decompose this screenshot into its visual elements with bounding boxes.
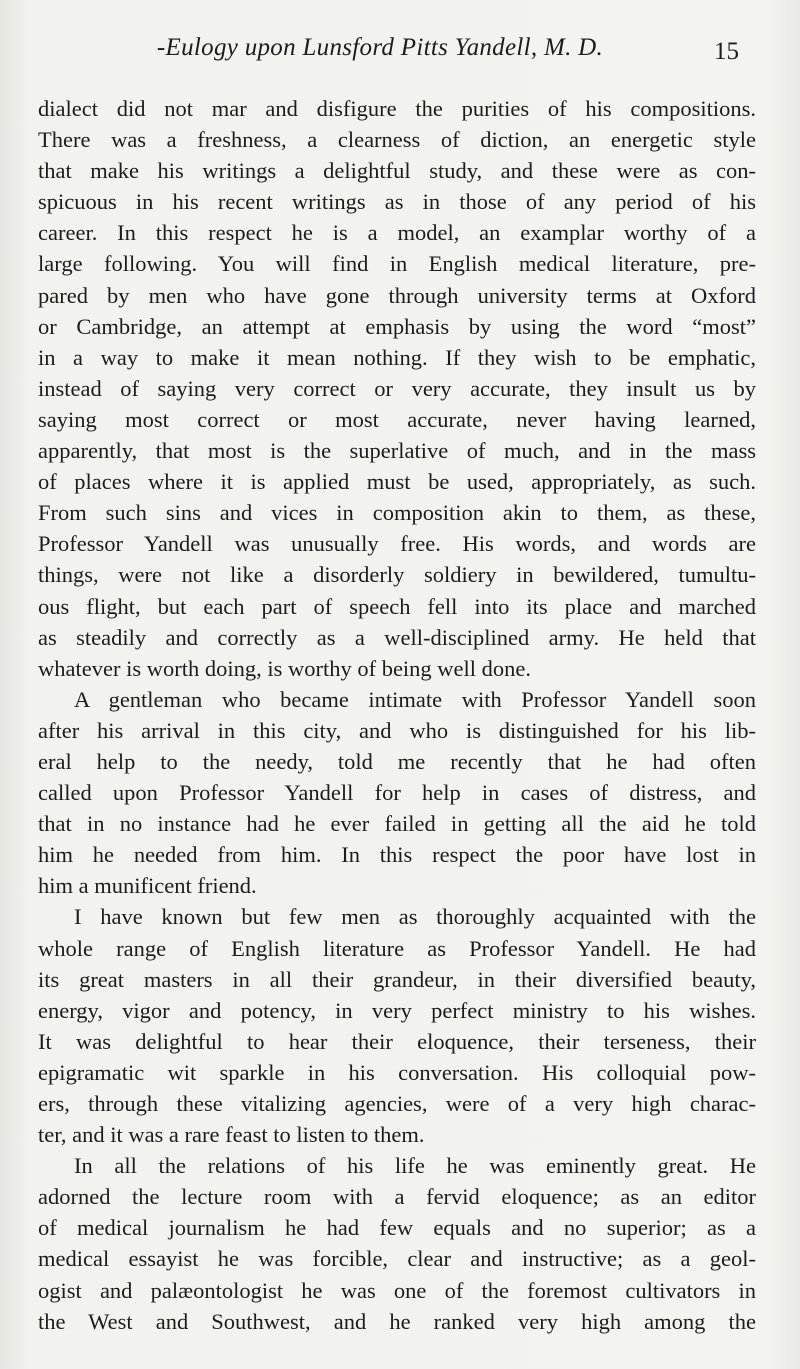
- text-line: ogist and palæontologist he was one of the foremost cultivators in: [38, 1277, 756, 1303]
- text-line: that in no instance had he ever failed in getting all the aid he told: [38, 811, 756, 837]
- text-line: after his arrival in this city, and who is distinguished for his lib-: [38, 717, 756, 743]
- running-title: -Eulogy upon Lunsford Pitts Yandell, M. D.: [156, 34, 604, 61]
- text-line: dialect did not mar and disfigure the purities of his compositions.: [38, 96, 756, 121]
- text-line: career. In this respect he is a model, an examplar worthy of a: [38, 220, 756, 246]
- text-line: in a way to make it mean nothing. If they wish to be emphatic,: [38, 344, 756, 370]
- text-line: large following. You will find in English medical literature, pre-: [38, 251, 756, 277]
- text-line: From such sins and vices in composition akin to them, as these,: [38, 500, 756, 526]
- text-line: epigramatic wit sparkle in his conversation. His colloquial pow-: [38, 1059, 756, 1085]
- text-line: eral help to the needy, told me recently that he had often: [38, 748, 756, 774]
- text-line: A gentleman who became intimate with Professor Yandell soon: [74, 686, 756, 712]
- text-line: the West and Southwest, and he ranked very high among the: [38, 1308, 756, 1334]
- text-line: There was a freshness, a clearness of diction, an energetic style: [38, 127, 756, 153]
- text-line: of places where it is applied must be used, appropriately, as such.: [38, 469, 756, 495]
- text-line: Professor Yandell was unusually free. His words, and words are: [38, 531, 756, 557]
- text-line: apparently, that most is the superlative of much, and in the mass: [38, 438, 756, 464]
- text-line: called upon Professor Yandell for help in cases of distress, and: [38, 780, 756, 806]
- text-line: medical essayist he was forcible, clear and instructive; as a geol-: [38, 1246, 756, 1272]
- text-line: him a munificent friend.: [38, 873, 257, 899]
- text-line: him he needed from him. In this respect the poor have lost in: [38, 842, 756, 868]
- text-line: whole range of English literature as Professor Yandell. He had: [38, 935, 756, 961]
- text-line: In all the relations of his life he was eminently great. He: [74, 1153, 756, 1179]
- text-line: ter, and it was a rare feast to listen to them.: [38, 1122, 425, 1148]
- body-text: [38, 93, 756, 1337]
- text-line: of medical journalism he had few equals and no superior; as a: [38, 1215, 756, 1241]
- text-line: I have known but few men as thoroughly acquainted with the: [74, 904, 756, 930]
- text-line: as steadily and correctly as a well-disciplined army. He held that: [38, 624, 756, 650]
- text-line: energy, vigor and potency, in very perfect ministry to his wishes.: [38, 997, 756, 1023]
- text-line: things, were not like a disorderly soldiery in bewildered, tumultu-: [38, 562, 756, 588]
- text-line: or Cambridge, an attempt at emphasis by using the word “most”: [38, 313, 756, 339]
- text-line: instead of saying very correct or very accurate, they insult us by: [38, 375, 756, 401]
- text-line: It was delightful to hear their eloquence, their terseness, their: [38, 1028, 756, 1054]
- text-line: adorned the lecture room with a fervid eloquence; as an editor: [38, 1184, 756, 1210]
- text-line: whatever is worth doing, is worthy of being well done.: [38, 655, 532, 681]
- text-line: saying most correct or most accurate, never having learned,: [38, 406, 756, 432]
- text-line: ous flight, but each part of speech fell into its place and marched: [38, 593, 756, 619]
- page-number: 15: [714, 38, 739, 65]
- text-line: its great masters in all their grandeur, in their diversified beauty,: [38, 966, 756, 992]
- text-line: spicuous in his recent writings as in those of any period of his: [38, 189, 756, 215]
- text-line: ers, through these vitalizing agencies, were of a very high charac-: [38, 1091, 756, 1116]
- text-line: pared by men who have gone through university terms at Oxford: [38, 282, 756, 308]
- text-line: that make his writings a delightful study, and these were as con-: [38, 158, 756, 184]
